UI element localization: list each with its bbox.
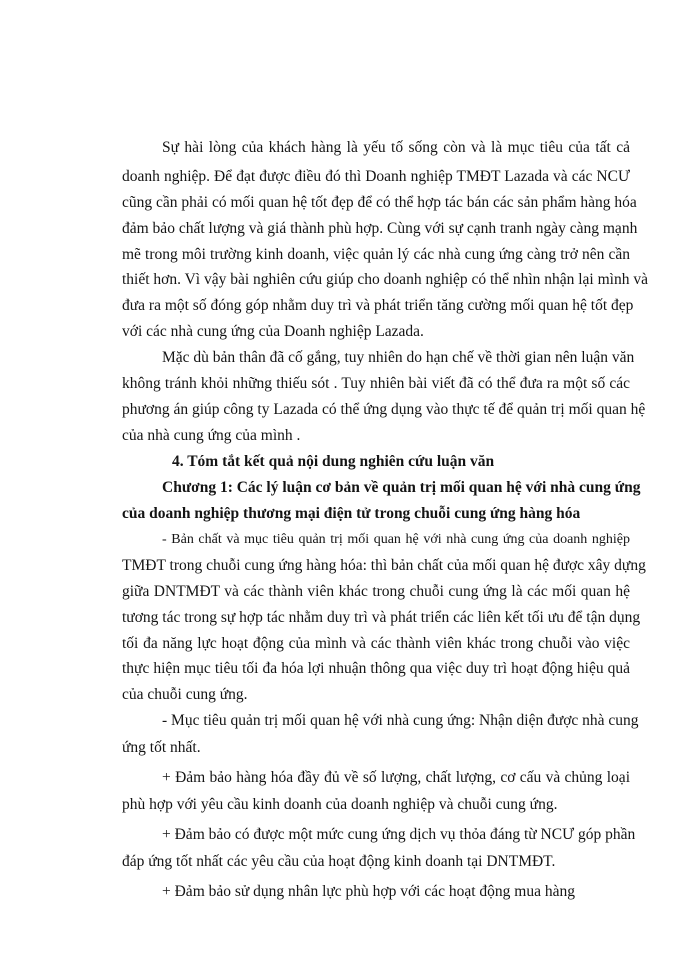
text-line: tối đa năng lực hoạt động của mình và các thành viên khác trong chuỗi vào việc — [122, 635, 630, 652]
text-line: + Đảm bảo sử dụng nhân lực phù hợp với các hoạt động mua hàng — [162, 883, 575, 900]
text-line: thực hiện mục tiêu tối đa hóa lợi nhuận thông qua việc duy trì hoạt động hiệu quả — [122, 660, 630, 677]
text-line: + Đảm bảo hàng hóa đầy đủ về số lượng, chất lượng, cơ cấu và chủng loại — [162, 769, 630, 786]
text-line: đáp ứng tốt nhất các yêu cầu của hoạt động kinh doanh tại DNTMĐT. — [122, 853, 556, 870]
text-line: + Đảm bảo có được một mức cung ứng dịch vụ thỏa đáng từ NCƯ góp phần — [162, 826, 636, 843]
text-line: - Mục tiêu quản trị mối quan hệ với nhà cung ứng: Nhận diện được nhà cung — [162, 712, 639, 729]
text-line: giữa DNTMĐT và các thành viên khác trong chuỗi cung ứng là các mối quan hệ — [122, 583, 630, 600]
text-line: TMĐT trong chuỗi cung ứng hàng hóa: thì bản chất của mối quan hệ được xây dựng — [122, 557, 646, 574]
text-line: đưa ra một số đóng góp nhằm duy trì và phát triển tăng cường mối quan hệ tốt đẹp — [122, 297, 634, 314]
text-line: cũng cần phải có mối quan hệ tốt đẹp để có thể hợp tác bán các sản phẩm hàng hóa — [122, 194, 637, 211]
text-line: thiết hơn. Vì vậy bài nghiên cứu giúp cho doanh nghiệp có thể nhìn nhận lại mình và — [122, 271, 648, 288]
text-line: phương án giúp công ty Lazada có thể ứng dụng vào thực tế để quản trị mối quan hệ — [122, 401, 646, 418]
text-line: tương tác trong sự hợp tác nhằm duy trì và phát triển các liên kết tối ưu để tận dụng — [122, 609, 641, 626]
text-line: đảm bảo chất lượng và giá thành phù hợp. Cùng với sự cạnh tranh ngày càng mạnh — [122, 220, 638, 237]
text-line: - Bản chất và mục tiêu quản trị mối quan hệ với nhà cung ứng của doanh nghiệp — [162, 532, 630, 547]
chapter-heading-line: của doanh nghiệp thương mại điện tử trong chuỗi cung ứng hàng hóa — [122, 505, 581, 522]
text-line: phù hợp với yêu cầu kinh doanh của doanh nghiệp và chuỗi cung ứng. — [122, 796, 558, 813]
text-line: không tránh khỏi những thiếu sót . Tuy nhiên bài viết đã có thể đưa ra một số các — [122, 375, 630, 392]
text-line: Sự hài lòng của khách hàng là yếu tố sống còn và là mục tiêu của tất cả — [162, 139, 630, 156]
text-line: của nhà cung ứng của mình . — [122, 427, 301, 444]
text-line: doanh nghiệp. Để đạt được điều đó thì Doanh nghiệp TMĐT Lazada và các NCƯ — [122, 168, 630, 185]
text-line: của chuỗi cung ứng. — [122, 686, 248, 703]
section-heading: 4. Tóm tắt kết quả nội dung nghiên cứu luận văn — [172, 453, 495, 470]
text-line: ứng tốt nhất. — [122, 739, 201, 756]
text-line: mẽ trong môi trường kinh doanh, việc quản lý các nhà cung ứng càng trở nên cần — [122, 246, 630, 263]
text-line: với các nhà cung ứng của Doanh nghiệp Lazada. — [122, 323, 424, 340]
chapter-heading-line: Chương 1: Các lý luận cơ bản về quản trị mối quan hệ với nhà cung ứng — [162, 479, 641, 496]
text-line: Mặc dù bản thân đã cố gắng, tuy nhiên do hạn chế về thời gian nên luận văn — [162, 349, 635, 366]
